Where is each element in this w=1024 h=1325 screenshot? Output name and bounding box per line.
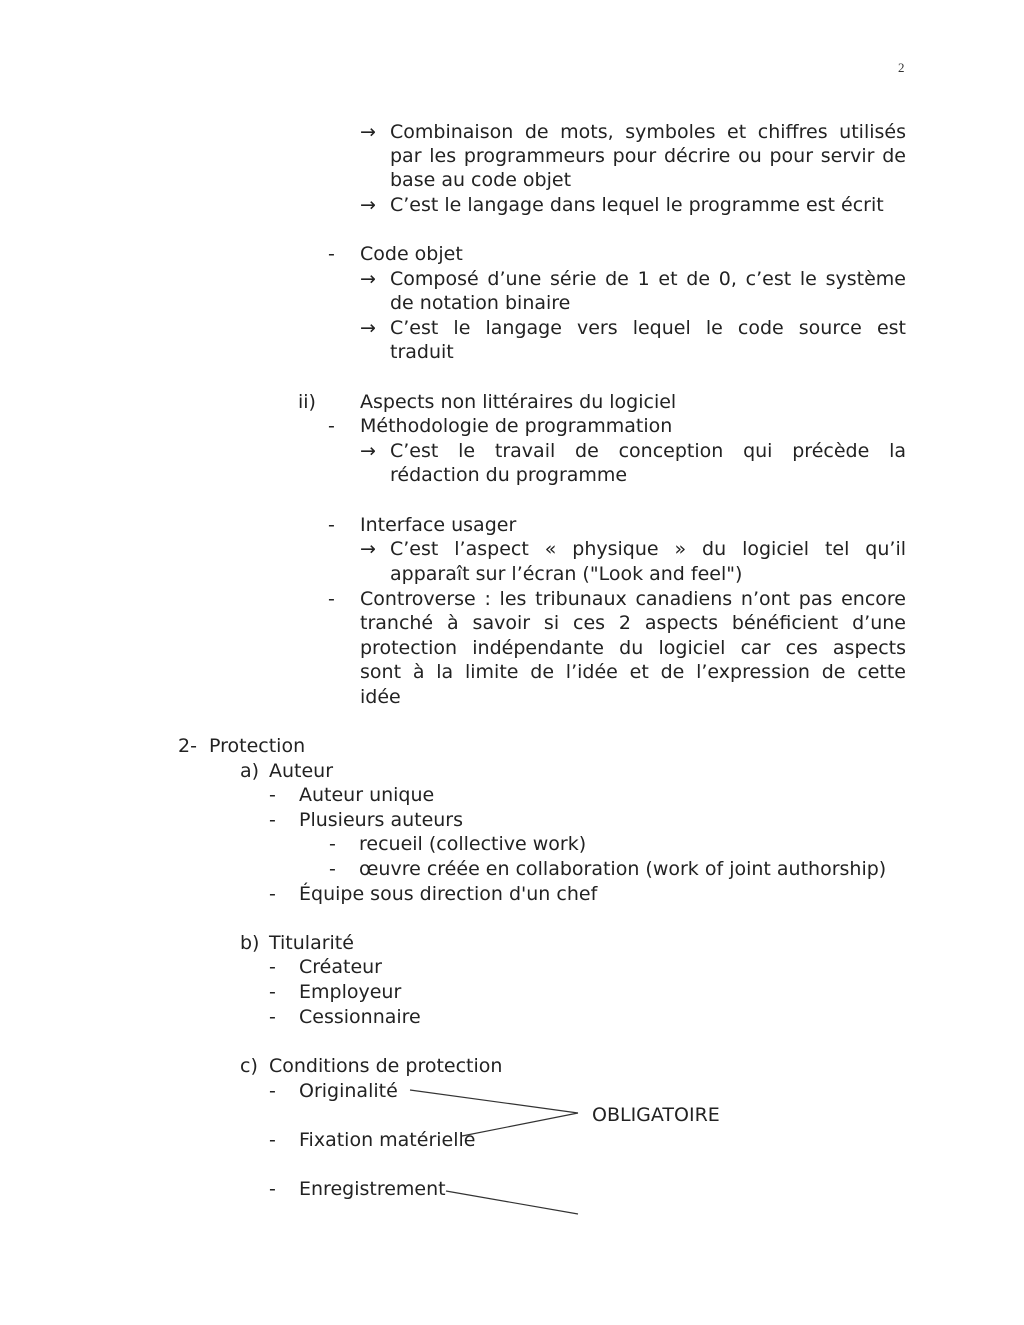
- arrow-icon: →: [360, 121, 376, 143]
- controversy-line-4: sont à la limite de l’idée et de l’expression de cette: [360, 661, 906, 683]
- protection-title: Protection: [209, 735, 306, 757]
- dash-bullet: -: [269, 981, 276, 1003]
- object-code-item-2-line-1: C’est le langage vers lequel le code source est: [390, 317, 906, 339]
- conditions-title: Conditions de protection: [269, 1055, 503, 1077]
- dash-bullet: -: [269, 1006, 276, 1028]
- ownership-title: Titularité: [269, 932, 354, 954]
- methodology-label: Méthodologie de programmation: [360, 415, 673, 437]
- subsection-marker-a: a): [240, 760, 260, 782]
- arrow-icon: →: [360, 440, 376, 462]
- condition-originality: Originalité: [299, 1080, 398, 1102]
- object-code-item-2-line-2: traduit: [390, 341, 454, 363]
- author-item-team: Équipe sous direction d'un chef: [299, 883, 598, 905]
- arrow-icon: →: [360, 268, 376, 290]
- methodology-item-line-2: rédaction du programme: [390, 464, 628, 486]
- bracket-line-fixation: [462, 1113, 578, 1136]
- author-subitem-joint: œuvre créée en collaboration (work of joint authorship): [359, 858, 887, 880]
- dash-bullet: -: [328, 243, 335, 265]
- bracket-line-registration: [446, 1191, 578, 1214]
- interface-item-line-1: C’est l’aspect « physique » du logiciel tel qu’il: [390, 538, 906, 560]
- subsection-marker-b: b): [240, 932, 260, 954]
- arrow-icon: →: [360, 194, 376, 216]
- author-title: Auteur: [269, 760, 334, 782]
- object-code-item-1-line-2: de notation binaire: [390, 292, 571, 314]
- controversy-line-5: idée: [360, 686, 401, 708]
- author-subitem-collective: recueil (collective work): [359, 833, 587, 855]
- dash-bullet: -: [269, 1080, 276, 1102]
- ownership-item-creator: Créateur: [299, 956, 382, 978]
- source-code-item-1-line-1: Combinaison de mots, symboles et chiffres utilisés: [390, 121, 906, 143]
- interface-label: Interface usager: [360, 514, 517, 536]
- author-item-single: Auteur unique: [299, 784, 435, 806]
- non-literal-title: Aspects non littéraires du logiciel: [360, 391, 677, 413]
- dash-bullet: -: [329, 833, 336, 855]
- section-marker-ii: ii): [298, 391, 316, 413]
- object-code-label: Code objet: [360, 243, 463, 265]
- source-code-item-1-line-2: par les programmeurs pour décrire ou pour servir de: [390, 145, 906, 167]
- bracket-line-originality: [410, 1090, 578, 1113]
- subsection-marker-c: c): [240, 1055, 258, 1077]
- dash-bullet: -: [269, 1178, 276, 1200]
- methodology-item-line-1: C’est le travail de conception qui précède la: [390, 440, 906, 462]
- ownership-item-assignee: Cessionnaire: [299, 1006, 421, 1028]
- ownership-item-employer: Employeur: [299, 981, 402, 1003]
- condition-fixation: Fixation matérielle: [299, 1129, 476, 1151]
- object-code-item-1-line-1: Composé d’une série de 1 et de 0, c’est le système: [390, 268, 906, 290]
- dash-bullet: -: [328, 415, 335, 437]
- dash-bullet: -: [328, 514, 335, 536]
- dash-bullet: -: [329, 858, 336, 880]
- source-code-item-1-line-3: base au code objet: [390, 169, 572, 191]
- source-code-item-2: C’est le langage dans lequel le programme est écrit: [390, 194, 884, 216]
- arrow-icon: →: [360, 317, 376, 339]
- controversy-line-2: tranché à savoir si ces 2 aspects bénéficient d’une: [360, 612, 906, 634]
- controversy-line-3: protection indépendante du logiciel car ces aspects: [360, 637, 906, 659]
- dash-bullet: -: [269, 784, 276, 806]
- interface-item-line-2: apparaît sur l’écran ("Look and feel"): [390, 563, 743, 585]
- dash-bullet: -: [269, 956, 276, 978]
- author-item-multiple: Plusieurs auteurs: [299, 809, 464, 831]
- obligatory-label: OBLIGATOIRE: [592, 1104, 720, 1126]
- dash-bullet: -: [328, 588, 335, 610]
- dash-bullet: -: [269, 809, 276, 831]
- arrow-icon: →: [360, 538, 376, 560]
- page-number: 2: [898, 60, 905, 75]
- dash-bullet: -: [269, 883, 276, 905]
- dash-bullet: -: [269, 1129, 276, 1151]
- section-marker-2: 2-: [178, 735, 197, 757]
- controversy-line-1: Controverse : les tribunaux canadiens n’ont pas encore: [360, 588, 906, 610]
- condition-registration: Enregistrement: [299, 1178, 446, 1200]
